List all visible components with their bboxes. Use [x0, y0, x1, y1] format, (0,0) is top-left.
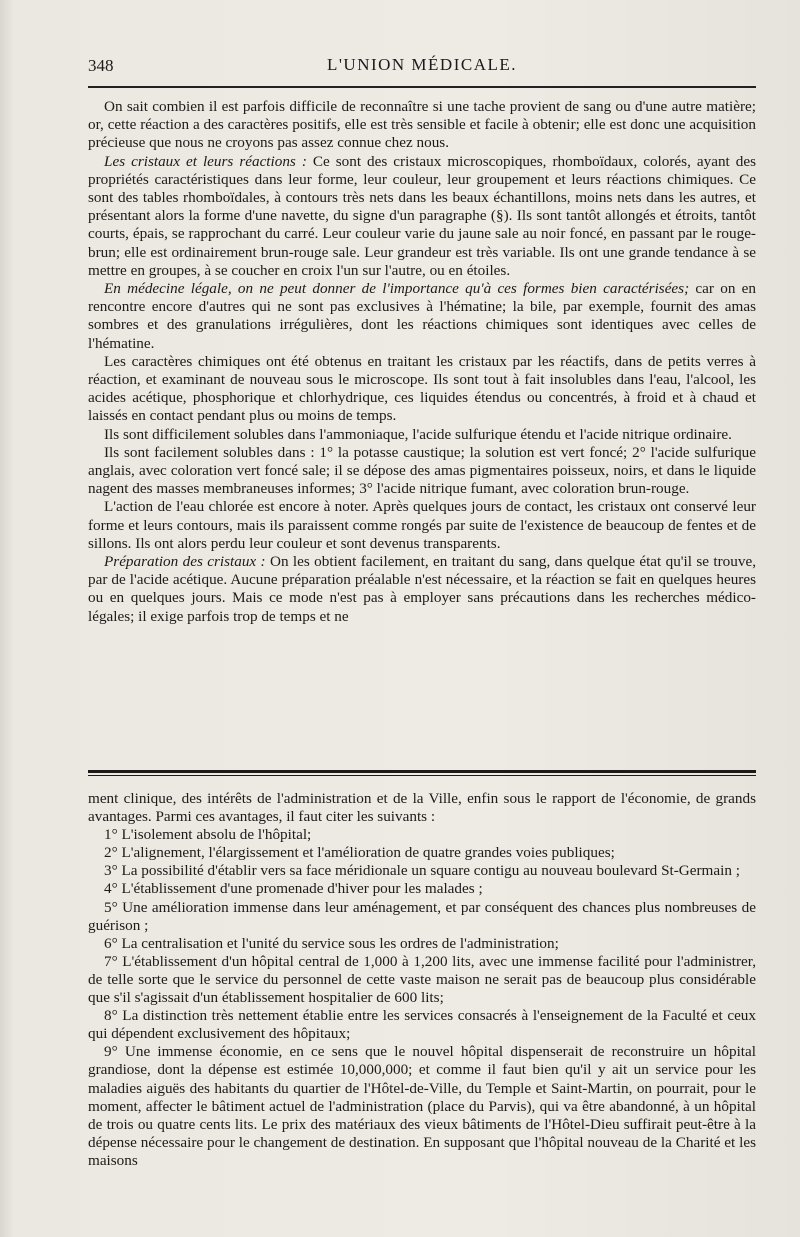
paragraph-4: Les caractères chimiques ont été obtenus en traitant les cristaux par les réactifs, dans de petits verres à réaction, et examinant de nouveau sous le microscope. Ils sont tout à fait insolubles dans l'eau, l'alcool, les acides acétique, phosphorique et chlorhydrique, ces liquides étendus ou concentrés, à froid et à chaud et laissés en contact pendant plus ou moins de temps. [88, 352, 756, 425]
running-title: L'UNION MÉDICALE. [326, 55, 518, 74]
page-header [88, 54, 756, 78]
page-number: 348 [88, 56, 114, 75]
paragraph-2-label: Les cristaux et leurs réactions : [104, 152, 307, 170]
paragraph-6: Ils sont facilement solubles dans : 1° la potasse caustique; la solution est vert foncé; 2° l'acide sulfurique anglais, avec coloration vert foncé sale; il se dépose des amas pigmentaires poisseux, noirs, et dans le liquide nagent des masses membraneuses informes; 3° l'acide nitrique fumant, avec coloration brun-rouge. [88, 443, 756, 498]
feuilleton-section [88, 790, 756, 1170]
paragraph-2-text: Ce sont des cristaux microscopiques, rhomboïdaux, colorés, ayant des propriétés caractéristiques dans leur forme, leur couleur, leur groupement et leurs réactions chimiques. Ce sont des tables rhomboïdales, à contours très nets dans les beaux échantillons, moins nets dans les autres, et présentant alors la forme d'une navette, du signe d'un paragraphe (§). Ils sont tantôt allongés et étroits, tantôt courts, épais, se rapprochant du carré. Leur couleur varie du jaune sale au noir foncé, en passant par le rouge-brun; elle est ordinairement brun-rouge sale. Leur grandeur est très variable. Ils ont une grande tendance à se mettre en groupes, à se coucher en croix l'un sur l'autre, ou en étoiles. [88, 152, 756, 279]
paragraph-2 [88, 153, 756, 280]
paragraph-8-text: On les obtient facilement, en traitant du sang, dans quelque état qu'il se trouve, par de l'acide acétique. Aucune préparation préalable n'est nécessaire, et la réaction se fait en quelques heures ou en quelques jours. Mais ce mode n'est pas à employer sans précautions dans les recherches médico-légales; il exige parfois trop de temps et ne [88, 553, 756, 625]
separator-thick-rule [88, 770, 756, 773]
paragraph-8-label: Préparation des cristaux : [104, 553, 266, 571]
list-item: 1° L'isolement absolu de l'hôpital; [104, 826, 312, 844]
section-separator [88, 770, 756, 776]
separator-thin-rule [88, 775, 756, 776]
list-item: 6° La centralisation et l'unité du service sous les ordres de l'administration; [104, 934, 559, 952]
list-item: 7° L'établissement d'un hôpital central de 1,000 à 1,200 lits, avec une immense facilité pour l'administrer, de telle sorte que le service du personnel de cette vaste maison ne serait pas de beaucoup plus considérable que s'il s'agissait d'un établissement hospitalier de 600 lits; [88, 952, 756, 1007]
feuilleton-intro: ment clinique, des intérêts de l'administration et de la Ville, enfin sous le rapport de l'économie, de grands avantages. Parmi ces avantages, il faut citer les suivants : [88, 790, 756, 826]
list-item: 3° La possibilité d'établir vers sa face méridionale un square contigu au nouveau boulevard St-Germain ; [104, 862, 740, 880]
paragraph-8 [88, 553, 756, 626]
list-item: 9° Une immense économie, en ce sens que le nouvel hôpital dispenserait de reconstruire un hôpital grandiose, dont la dépense est estimée 10,000,000; et comme il faut bien qu'il y ait un service pour les maladies aiguës des habitants du quartier de l'Hôtel-de-Ville, du Temple et Saint-Martin, on pourrait, pour le moment, affecter le bâtiment actuel de l'administration (place du Parvis), qui va être abandonné, à un hôpital de trois ou quatre cents lits. Le prix des matériaux des vieux bâtiments de l'Hôtel-Dieu suffirait peut-être à la dépense nécessaire pour le changement de destination. En supposant que l'hôpital nouveau de la Charité et les maisons [88, 1043, 756, 1169]
paragraph-7: L'action de l'eau chlorée est encore à noter. Après quelques jours de contact, les cristaux ont conservé leur forme et leurs contours, mais ils paraissent comme rongés par suite de l'existence de beaucoup de fentes et de sillons. Ils ont alors perdu leur couleur et sont devenus transparents. [88, 498, 756, 552]
list-item: 4° L'établissement d'une promenade d'hiver pour les malades ; [104, 880, 483, 898]
main-article [88, 98, 756, 626]
paragraph-3-text: car on en rencontre encore d'autres qui ne sont pas exclusives à l'hématine; la bile, par exemple, fournit des amas sombres et des granulations irrégulières, dont les réactions chimiques sont identiques avec celles de l'hématine. [88, 280, 757, 352]
paragraph-3 [88, 280, 756, 353]
list-item: 5° Une amélioration immense dans leur aménagement, et par conséquent des chances plus nombreuses de guérison ; [88, 898, 756, 934]
header-rule [88, 86, 756, 88]
list-item: 8° La distinction très nettement établie entre les services consacrés à l'enseignement de la Faculté et ceux qui dépendent exclusivement des hôpitaux; [88, 1007, 756, 1043]
paragraph-1: On sait combien il est parfois difficile de reconnaître si une tache provient de sang ou d'une autre matière; or, cette réaction a des caractères positifs, elle est très sensible et facile à obtenir; elle est donc une acquisition précieuse que nous ne croyons pas assez connue chez nous. [88, 98, 756, 152]
paragraph-3-label: En médecine légale, on ne peut donner de l'importance qu'à ces formes bien caractérisées; [104, 280, 690, 298]
paragraph-5: Ils sont difficilement solubles dans l'ammoniaque, l'acide sulfurique étendu et l'acide nitrique ordinaire. [104, 425, 732, 443]
list-item: 2° L'alignement, l'élargissement et l'amélioration de quatre grandes voies publiques; [104, 844, 615, 862]
